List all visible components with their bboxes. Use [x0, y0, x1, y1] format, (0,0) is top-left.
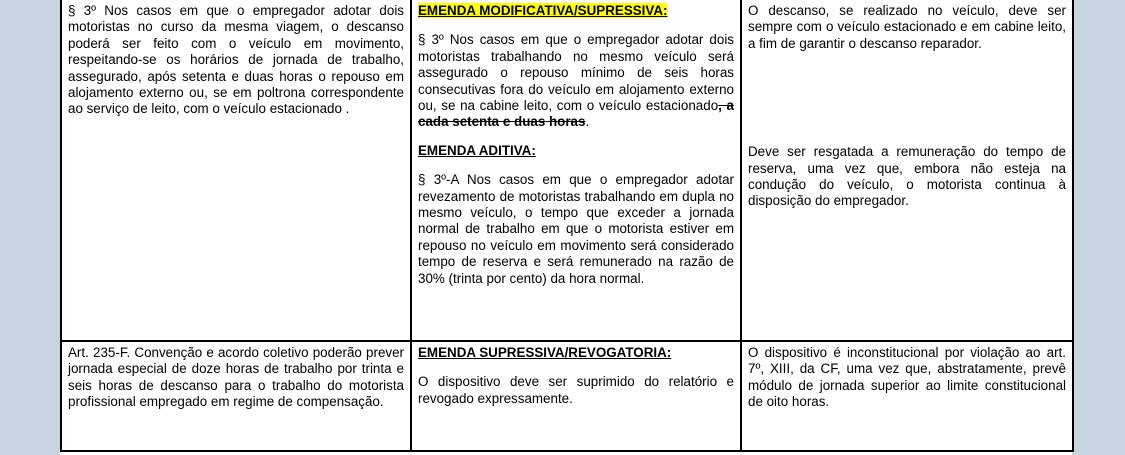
- amendment-text: § 3º-A Nos casos em que o empregador adotar revezamento de motoristas trabalhando em dupla no mesmo veículo, o tempo que exceder a jornada normal de trabalho em que o motorista estiver em repouso no veículo em movimento será considerado tempo de reserva e será remunerado na razão de 30% (trinta por cento) da hora normal.: [418, 172, 734, 286]
- amendment-heading-text: EMENDA SUPRESSIVA/REVOGATORIA:: [418, 345, 672, 360]
- justification-cell: [741, 341, 1073, 451]
- amendment-heading: [418, 345, 734, 361]
- original-text: § 3º Nos casos em que o empregador adotar dois motoristas no curso da mesma viagem, o descanso poderá ser feito com o veículo em movimento, respeitando-se os horários de jornada de trabalho, assegurado, após setenta e duas horas o repouso em alojamento externo ou, se em poltrona correspondente ao serviço de leito, com o veículo estacionado .: [68, 3, 404, 117]
- amendment-text: [418, 32, 734, 130]
- amendment-heading-text: EMENDA MODIFICATIVA/SUPRESSIVA:: [418, 3, 668, 18]
- amendment-cell: [411, 341, 741, 451]
- table-row: [61, 0, 1073, 341]
- amendment-text: O dispositivo deve ser suprimido do relatório e revogado expressamente.: [418, 374, 734, 406]
- amendment-text-struck: , a cada setenta e duas horas: [418, 98, 734, 130]
- amendment-text-end: .: [585, 114, 590, 130]
- amendments-table: [60, 0, 1074, 452]
- table-row: [61, 341, 1073, 451]
- justification-text: O dispositivo é inconstitucional por violação ao art. 7º, XIII, da CF, uma vez que, abstratamente, prevê módulo de jornada superior ao limite constitucional de oito horas.: [748, 345, 1066, 410]
- amendment-cell: [411, 0, 741, 341]
- original-text-cell: [61, 0, 411, 341]
- amendment-heading: [418, 143, 734, 159]
- original-text: Art. 235-F. Convenção e acordo coletivo poderão prever jornada especial de doze horas de trabalho por trinta e seis horas de descanso para o trabalho do motorista profissional empregado em regime de compensação.: [68, 345, 404, 410]
- original-text-cell: [61, 341, 411, 451]
- justification-cell: [741, 0, 1073, 341]
- amendment-text-normal: § 3º Nos casos em que o empregador adotar dois motoristas trabalhando no mesmo veículo será assegurado o repouso mínimo de seis horas consecutivas fora do veículo em alojamento externo ou, se na cabine leito, com o veículo estacionado: [418, 32, 734, 114]
- amendment-heading: [418, 3, 734, 19]
- justification-text: O descanso, se realizado no veículo, deve ser sempre com o veículo estacionado e em cabine leito, a fim de garantir o descanso reparador.: [748, 3, 1066, 51]
- justification-text: Deve ser resgatada a remuneração do tempo de reserva, uma vez que, embora não esteja na condução do veículo, o motorista continua à disposição do empregador.: [748, 144, 1066, 209]
- amendment-heading-text: EMENDA ADITIVA:: [418, 142, 536, 158]
